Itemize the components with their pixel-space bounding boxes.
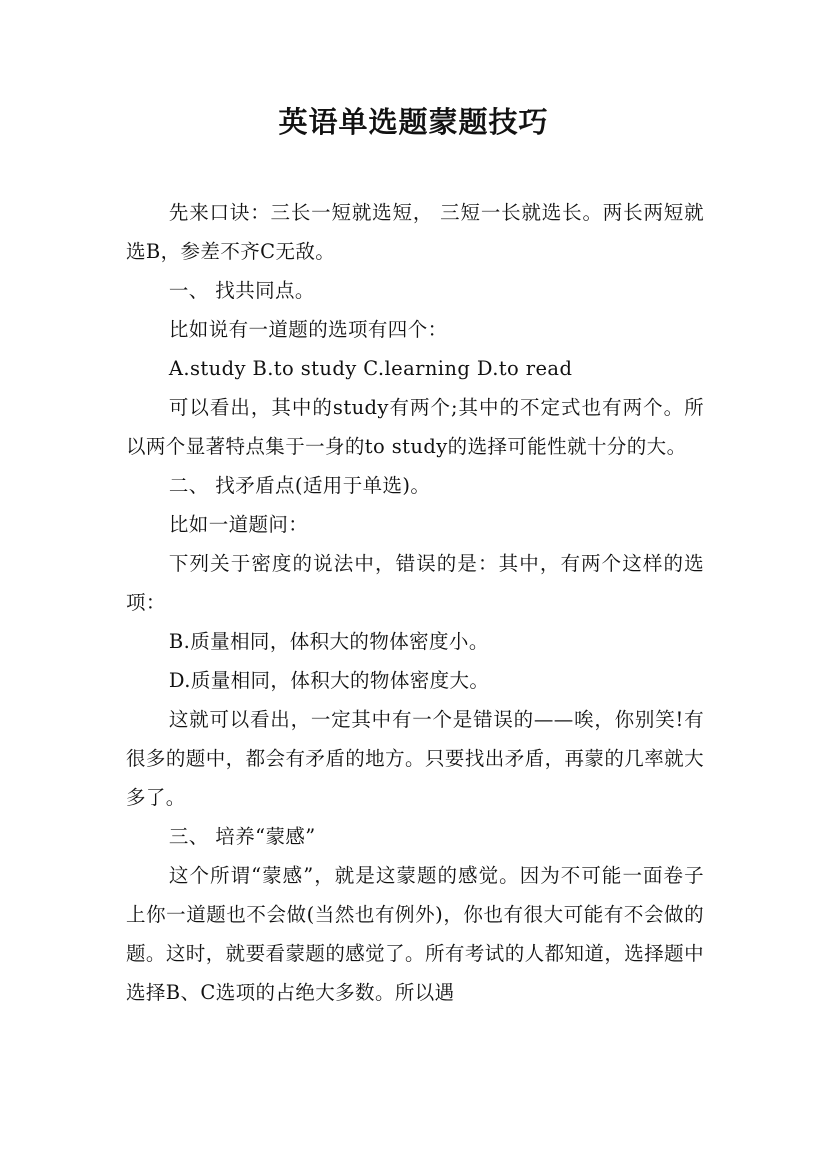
paragraph-mnemonic: 先来口诀：三长一短就选短， 三短一长就选长。两长两短就选B，参差不齐C无敌。 <box>126 201 704 263</box>
paragraph-guess-sense: 这个所谓“蒙感”，就是这蒙题的感觉。因为不可能一面卷子上你一道题也不会做(当然也有例外)，你也有很大可能有不会做的题。这时，就要看蒙题的感觉了。所有考试的人都知道，选择题中选择B、C选项的占绝大多数。所以遇 <box>126 864 704 1004</box>
document-body <box>126 193 704 1012</box>
section-heading-1: 一、 找共同点。 <box>168 279 315 302</box>
section-heading-3: 三、 培养“蒙感” <box>168 825 316 848</box>
paragraph-analysis-2: 这就可以看出，一定其中有一个是错误的——唉，你别笑!有很多的题中，都会有矛盾的地方。只要找出矛盾，再蒙的几率就大多了。 <box>126 708 704 809</box>
document-title: 英语单选题蒙题技巧 <box>278 105 549 139</box>
paragraph-option-b: B.质量相同，体积大的物体密度小。 <box>168 630 489 653</box>
section-heading-2: 二、 找矛盾点(适用于单选)。 <box>168 474 431 497</box>
paragraph-question: 下列关于密度的说法中，错误的是：其中，有两个这样的选项： <box>126 552 704 614</box>
paragraph-analysis-1: 可以看出，其中的study有两个;其中的不定式也有两个。所以两个显著特点集于一身的to study的选择可能性就十分的大。 <box>126 396 704 458</box>
paragraph-example-intro: 比如说有一道题的选项有四个： <box>168 318 448 341</box>
paragraph-question-intro: 比如一道题问： <box>168 513 309 536</box>
paragraph-option-d: D.质量相同，体积大的物体密度大。 <box>168 669 490 692</box>
paragraph-options: A.study B.to study C.learning D.to read <box>168 357 573 380</box>
